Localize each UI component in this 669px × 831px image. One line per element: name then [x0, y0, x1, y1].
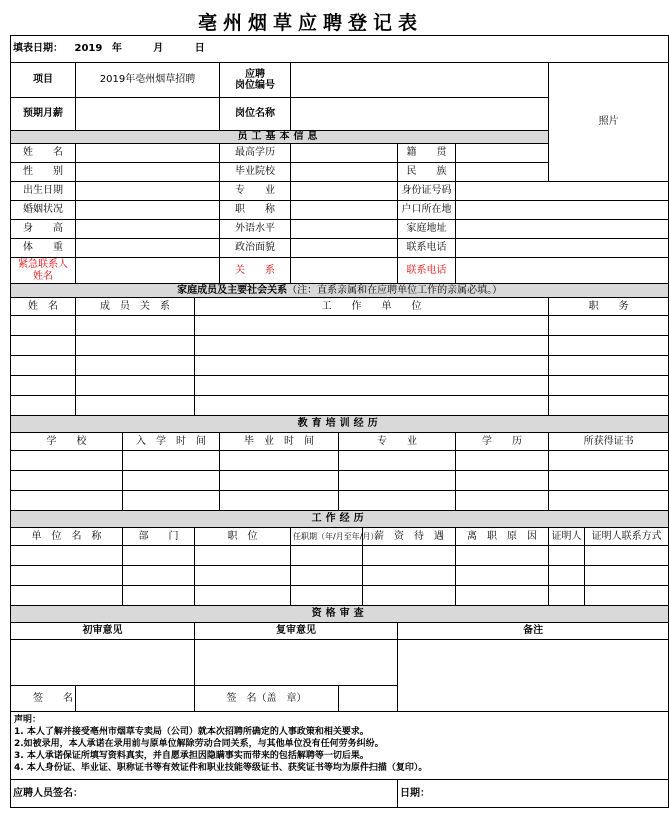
work-cell[interactable]	[11, 566, 123, 586]
family-col-position: 职 务	[549, 298, 669, 316]
edu-col-major: 专 业	[339, 433, 456, 451]
family-row	[11, 316, 669, 336]
work-cell[interactable]	[363, 586, 456, 606]
footer-date-label: 日期：	[400, 787, 430, 799]
fill-date-day-unit: 日	[194, 43, 205, 55]
basic-label-ethnicity: 民 族	[398, 163, 456, 182]
basic-field-height[interactable]	[76, 220, 220, 239]
family-header	[11, 284, 669, 298]
work-col-salary: 薪 资 待 遇	[363, 528, 456, 546]
edu-cell[interactable]	[220, 451, 339, 471]
edu-cell[interactable]	[220, 491, 339, 511]
edu-cell[interactable]	[456, 471, 549, 491]
emergency-phone-label: 联系电话	[398, 258, 456, 284]
work-cell[interactable]	[123, 586, 195, 606]
basic-field-marital[interactable]	[76, 201, 220, 220]
second-review-sign-field[interactable]	[339, 686, 398, 712]
remarks-label: 备注	[398, 623, 669, 640]
edu-cell[interactable]	[456, 451, 549, 471]
family-cell[interactable]	[11, 336, 76, 356]
project-label: 项目	[11, 63, 76, 98]
work-cell[interactable]	[291, 566, 363, 586]
fill-date-row	[11, 36, 669, 63]
family-cell[interactable]	[195, 356, 549, 376]
family-cell[interactable]	[549, 376, 669, 396]
basic-label-phone: 联系电话	[398, 239, 456, 258]
emergency-name-label-line2: 姓名	[33, 270, 53, 282]
basic-label-weight: 体 重	[11, 239, 76, 258]
edu-cell[interactable]	[11, 491, 123, 511]
family-cell[interactable]	[549, 396, 669, 416]
work-cell[interactable]	[585, 546, 669, 566]
date-cell[interactable]	[398, 780, 669, 808]
work-cell[interactable]	[549, 546, 585, 566]
family-title: 家庭成员及主要社会关系	[177, 284, 288, 296]
family-col-relation: 成 员 关 系	[76, 298, 195, 316]
declaration-item: 3. 本人承诺保证所填写资料真实，并自愿承担因隐瞒事实而带来的包括解聘等一切后果。	[14, 750, 369, 761]
family-cell[interactable]	[11, 316, 76, 336]
basic-label-gender: 性 别	[11, 163, 76, 182]
edu-col-degree: 学 历	[456, 433, 549, 451]
work-cell[interactable]	[585, 586, 669, 606]
review-header: 资格审查	[11, 606, 669, 623]
basic-field-birthdate[interactable]	[76, 182, 220, 201]
edu-cell[interactable]	[123, 451, 220, 471]
family-cell[interactable]	[76, 336, 195, 356]
basic-label-title: 职 称	[220, 201, 291, 220]
work-col-leave-reason: 离 职 原 因	[456, 528, 549, 546]
edu-cell[interactable]	[549, 471, 669, 491]
basic-field-gender[interactable]	[76, 163, 220, 182]
remarks-field[interactable]	[398, 640, 669, 712]
basic-label-native-place: 籍 贯	[398, 144, 456, 163]
basic-label-name: 姓 名	[11, 144, 76, 163]
family-cell[interactable]	[76, 376, 195, 396]
emergency-relation-label: 关 系	[220, 258, 291, 284]
position-code-label	[220, 63, 291, 98]
work-cell[interactable]	[363, 546, 456, 566]
family-cell[interactable]	[76, 316, 195, 336]
edu-cell[interactable]	[339, 451, 456, 471]
emergency-name-label-line1: 紧急联系人	[18, 259, 68, 270]
fill-date-month-unit: 月	[153, 43, 164, 55]
work-cell[interactable]	[456, 566, 549, 586]
family-cell[interactable]	[195, 376, 549, 396]
work-cell[interactable]	[195, 566, 291, 586]
basic-field-title[interactable]	[291, 201, 398, 220]
basic-field-education[interactable]	[291, 144, 398, 163]
basic-label-education: 最高学历	[220, 144, 291, 163]
basic-label-school: 毕业院校	[220, 163, 291, 182]
fill-date-year[interactable]: 2019	[74, 43, 103, 55]
work-header: 工作经历	[11, 511, 669, 528]
first-review-label: 初审意见	[11, 623, 195, 640]
project-value[interactable]: 2019年亳州烟草招聘	[76, 63, 220, 98]
basic-field-id-number[interactable]	[456, 182, 669, 201]
form-title: 亳州烟草应聘登记表	[197, 12, 423, 34]
work-col-period: 任职期（年/月至年/月）	[291, 528, 363, 546]
family-cell[interactable]	[549, 316, 669, 336]
application-form-table	[10, 35, 669, 808]
edu-cell[interactable]	[220, 471, 339, 491]
basic-field-name[interactable]	[76, 144, 220, 163]
family-cell[interactable]	[11, 396, 76, 416]
family-row	[11, 356, 669, 376]
work-row	[11, 586, 669, 606]
education-row	[11, 471, 669, 491]
position-code-label-line2: 岗位编号	[235, 80, 275, 91]
basic-field-language[interactable]	[291, 220, 398, 239]
work-cell[interactable]	[11, 586, 123, 606]
work-col-department: 部 门	[123, 528, 195, 546]
basic-field-address[interactable]	[456, 220, 669, 239]
family-cell[interactable]	[549, 356, 669, 376]
work-col-referee-contact: 证明人联系方式	[585, 528, 669, 546]
basic-label-hukou: 户口所在地	[398, 201, 456, 220]
family-cell[interactable]	[76, 356, 195, 376]
edu-cell[interactable]	[339, 471, 456, 491]
edu-cell[interactable]	[549, 491, 669, 511]
work-cell[interactable]	[456, 586, 549, 606]
fill-date-label: 填表日期：	[13, 43, 63, 55]
edu-cell[interactable]	[123, 471, 220, 491]
education-row	[11, 491, 669, 511]
edu-cell[interactable]	[549, 451, 669, 471]
edu-cell[interactable]	[456, 491, 549, 511]
basic-field-native-place[interactable]	[456, 144, 549, 163]
work-cell[interactable]	[291, 586, 363, 606]
position-code-field[interactable]	[291, 63, 549, 98]
basic-label-major: 专 业	[220, 182, 291, 201]
basic-label-address: 家庭地址	[398, 220, 456, 239]
basic-field-ethnicity[interactable]	[456, 163, 549, 182]
second-review-field[interactable]	[195, 640, 398, 686]
first-review-sign-field[interactable]	[76, 686, 195, 712]
basic-label-political: 政治面貌	[220, 239, 291, 258]
declaration-item: 1. 本人了解并接受亳州市烟草专卖局（公司）就本次招聘所确定的人事政策和相关要求。	[14, 726, 369, 737]
basic-field-weight[interactable]	[76, 239, 220, 258]
edu-cell[interactable]	[339, 491, 456, 511]
work-col-company: 单 位 名 称	[11, 528, 123, 546]
basic-label-birthdate: 出生日期	[11, 182, 76, 201]
family-cell[interactable]	[195, 316, 549, 336]
family-col-name: 姓 名	[11, 298, 76, 316]
second-review-label: 复审意见	[195, 623, 398, 640]
family-row	[11, 336, 669, 356]
education-row	[11, 451, 669, 471]
family-cell[interactable]	[11, 376, 76, 396]
basic-label-language: 外语水平	[220, 220, 291, 239]
basic-field-school[interactable]	[291, 163, 398, 182]
photo-label: 照片	[598, 116, 619, 128]
first-review-field[interactable]	[11, 640, 195, 686]
work-row	[11, 546, 669, 566]
applicant-sign-cell[interactable]	[11, 780, 398, 808]
family-col-workplace: 工 作 单 位	[195, 298, 549, 316]
edu-col-enroll: 入 学 时 间	[123, 433, 220, 451]
edu-cell[interactable]	[11, 451, 123, 471]
work-col-referee: 证明人	[549, 528, 585, 546]
work-cell[interactable]	[456, 546, 549, 566]
emergency-name-label	[11, 258, 76, 284]
emergency-name-field[interactable]	[76, 258, 220, 284]
basic-field-hukou[interactable]	[456, 201, 669, 220]
family-cell[interactable]	[195, 336, 549, 356]
education-header: 教育培训经历	[11, 416, 669, 433]
basic-label-marital: 婚姻状况	[11, 201, 76, 220]
basic-field-major[interactable]	[291, 182, 398, 201]
declaration-title: 声明：	[14, 715, 42, 725]
basic-field-phone[interactable]	[456, 239, 669, 258]
position-name-field[interactable]	[291, 98, 549, 131]
declaration	[11, 712, 669, 780]
family-cell[interactable]	[11, 356, 76, 376]
photo-box[interactable]	[549, 63, 669, 182]
applicant-sign-label: 应聘人员签名：	[13, 787, 83, 799]
position-name-label: 岗位名称	[220, 98, 291, 131]
edu-col-school: 学 校	[11, 433, 123, 451]
basic-field-political[interactable]	[291, 239, 398, 258]
edu-cell[interactable]	[11, 471, 123, 491]
work-cell[interactable]	[11, 546, 123, 566]
family-cell[interactable]	[76, 396, 195, 416]
family-row	[11, 376, 669, 396]
basic-label-id-number: 身份证号码	[398, 182, 456, 201]
second-review-sign-label: 签 名（盖 章）	[195, 686, 339, 712]
declaration-item: 4. 本人身份证、毕业证、职称证书等有效证件和职业技能等级证书、获奖证书等均为原件扫描（复印）。	[14, 762, 428, 773]
salary-field[interactable]	[76, 98, 220, 131]
work-cell[interactable]	[549, 586, 585, 606]
edu-col-graduate: 毕 业 时 间	[220, 433, 339, 451]
position-code-label-line1: 应聘	[245, 68, 265, 80]
family-row	[11, 396, 669, 416]
edu-cell[interactable]	[123, 491, 220, 511]
work-cell[interactable]	[291, 546, 363, 566]
work-cell[interactable]	[195, 586, 291, 606]
emergency-phone-field[interactable]	[456, 258, 669, 284]
declaration-item: 2.如被录用，本人承诺在录用前与原单位解除劳动合同关系，与其他单位没有任何劳务纠纷。	[14, 738, 384, 749]
salary-label: 预期月薪	[11, 98, 76, 131]
work-cell[interactable]	[195, 546, 291, 566]
work-cell[interactable]	[123, 566, 195, 586]
edu-col-certificate: 所获得证书	[549, 433, 669, 451]
work-col-position: 职 位	[195, 528, 291, 546]
work-cell[interactable]	[363, 566, 456, 586]
family-note: （注：直系亲属和在应聘单位工作的亲属必填。）	[287, 284, 503, 296]
work-cell[interactable]	[585, 566, 669, 586]
family-cell[interactable]	[549, 336, 669, 356]
family-cell[interactable]	[195, 396, 549, 416]
work-cell[interactable]	[123, 546, 195, 566]
basic-info-header: 员工基本信息	[11, 131, 549, 144]
first-review-sign-label: 签 名	[11, 686, 76, 712]
work-cell[interactable]	[549, 566, 585, 586]
emergency-relation-field[interactable]	[291, 258, 398, 284]
work-row	[11, 566, 669, 586]
fill-date-year-unit: 年	[111, 43, 122, 55]
basic-label-height: 身 高	[11, 220, 76, 239]
